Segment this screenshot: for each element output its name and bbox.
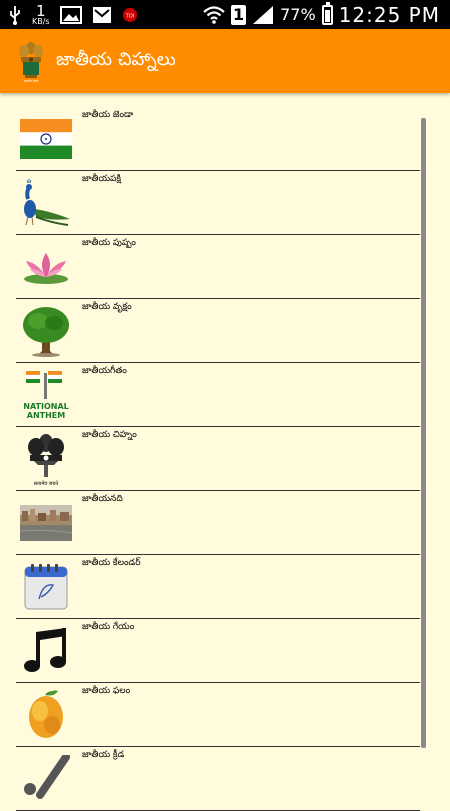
- network-speed-unit: KB/s: [32, 16, 50, 26]
- hockey-icon: [20, 755, 72, 803]
- system-icons: [203, 0, 440, 29]
- notification-icons: [8, 3, 138, 26]
- signal-icon: [252, 5, 274, 25]
- list-item-label: జాతీయగీతం: [82, 366, 127, 376]
- list-item-label: జాతీయ జెండా: [82, 110, 134, 120]
- list-item-label: జాతీయ చిహ్నం: [82, 430, 137, 440]
- list-item-fruit[interactable]: [16, 683, 420, 747]
- list-item-flag[interactable]: [16, 107, 420, 171]
- banyan-tree-icon: [20, 307, 72, 355]
- peacock-icon: [20, 179, 72, 227]
- list-item-label: జాతీయ క్రీడ: [82, 750, 125, 760]
- image-icon: [60, 6, 82, 24]
- network-speed: [32, 1, 50, 26]
- calendar-icon: [20, 563, 72, 611]
- national-emblem-icon[interactable]: [16, 39, 46, 83]
- app-bar: [0, 29, 450, 93]
- wifi-icon: [203, 6, 225, 24]
- list-item-anthem[interactable]: [16, 363, 420, 427]
- list-item-tree[interactable]: [16, 299, 420, 363]
- list-item-label: జాతీయపక్షి: [82, 174, 122, 184]
- toi-icon: [122, 7, 138, 23]
- svg-text:सत्यमेव जयते: सत्यमेव जयते: [33, 481, 59, 487]
- music-note-icon: [20, 627, 72, 675]
- list-item-bird[interactable]: [16, 171, 420, 235]
- battery-icon: [322, 5, 333, 25]
- network-speed-value: 1: [36, 1, 46, 20]
- clock: 12:25 PM: [338, 2, 440, 27]
- anthem-text-line2: ANTHEM: [26, 411, 66, 420]
- list-item-label: జాతీయ గేయం: [82, 622, 135, 632]
- scrollbar[interactable]: [421, 118, 426, 748]
- battery-percent: 77%: [280, 5, 316, 24]
- emblem-icon: [20, 435, 72, 487]
- list-item-label: జాతీయనది: [82, 494, 123, 504]
- list-item-river[interactable]: [16, 491, 420, 555]
- list-item-song[interactable]: [16, 619, 420, 683]
- anthem-text-line1: NATIONAL: [23, 402, 69, 411]
- app-title: జాతీయ చిహ్నాలు: [56, 49, 176, 70]
- symbols-list: [16, 107, 420, 811]
- list-item-label: జాతీయ కేలండర్: [82, 558, 141, 568]
- list-item-emblem[interactable]: [16, 427, 420, 491]
- list-item-label: జాతీయ వృక్షం: [82, 302, 132, 312]
- list-item-label: జాతీయ పుష్పం: [82, 238, 136, 248]
- svg-text:सत्यमेव जयते: सत्यमेव जयते: [23, 79, 39, 83]
- national-anthem-icon: [20, 371, 72, 419]
- river-icon: [20, 499, 72, 547]
- list-item-flower[interactable]: [16, 235, 420, 299]
- gmail-icon: [92, 6, 112, 24]
- usb-icon: [8, 5, 22, 25]
- sim-icon: 1: [233, 5, 245, 24]
- lotus-icon: [20, 243, 72, 291]
- list-item-calendar[interactable]: [16, 555, 420, 619]
- list-item-sport[interactable]: [16, 747, 420, 811]
- mango-icon: [20, 691, 72, 739]
- flag-icon: [20, 115, 72, 163]
- status-bar: [0, 0, 450, 29]
- list-item-label: జాతీయ ఫలం: [82, 686, 131, 696]
- svg-text:TOI: TOI: [125, 13, 134, 19]
